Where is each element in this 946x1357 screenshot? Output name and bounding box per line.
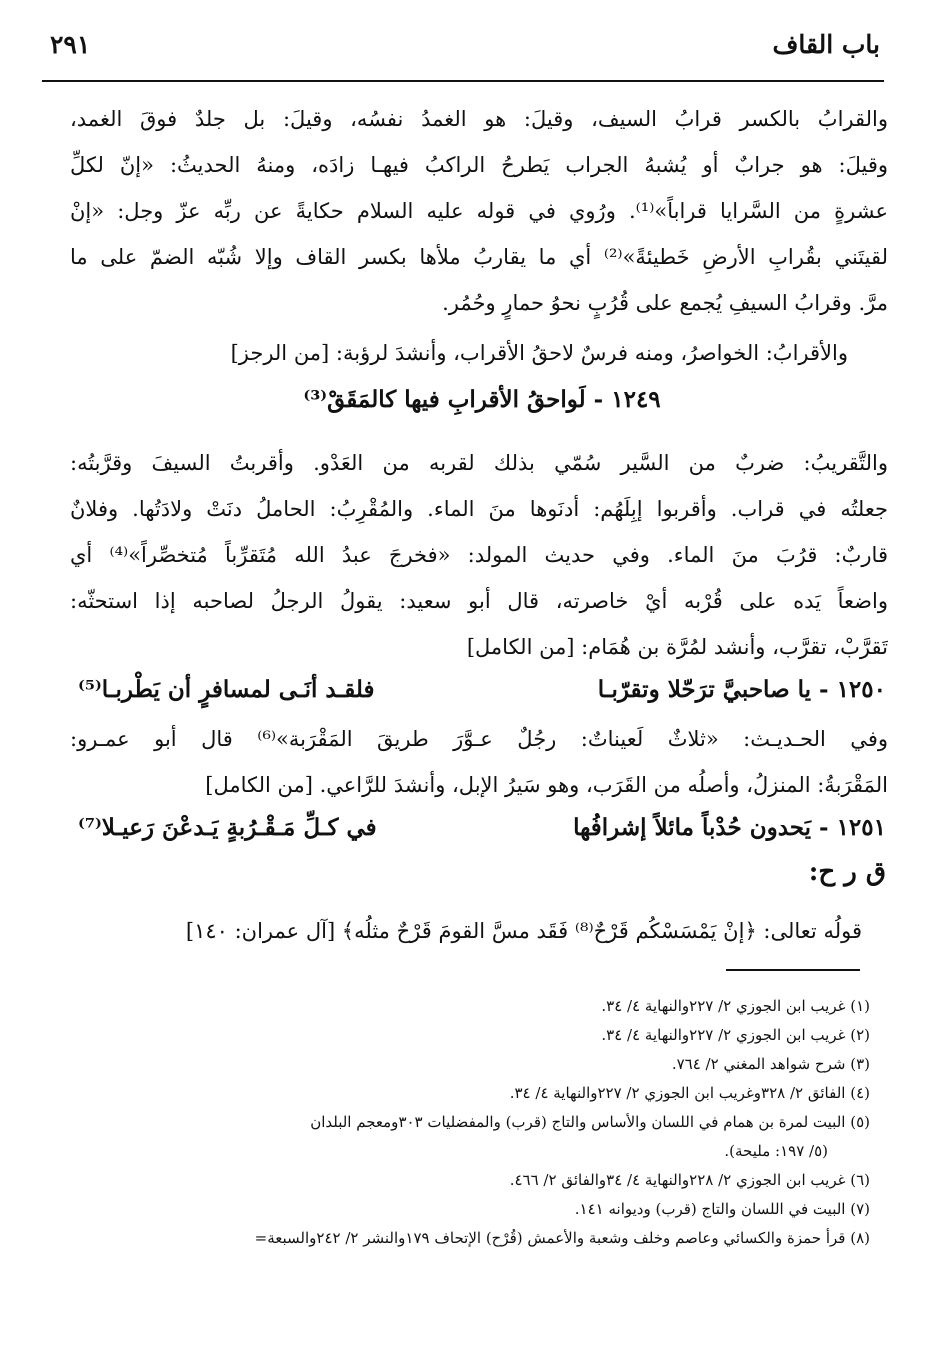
text-line: عشرةٍ من السَّرايا قراباً»⁽¹⁾. ورُوي في قوله عليه السلام حكايةً عن ربِّه عزّ وجل: «إنْ [70, 199, 888, 223]
verse-right-hemistich: ١٢٥١ - يَحدون حُدْباً مائلاً إشرافُها [573, 814, 886, 841]
verse-1251 [78, 806, 886, 850]
text-line: جعلتُه في قراب. وأقربوا إبِلَهُم: أدنَوها منَ الماء. والمُقْرِبُ: الحاملُ دنَتْ ولادَتُها. وفلانٌ [70, 497, 888, 521]
text-line: لقيتَني بقُرابِ الأرضِ خَطيئةً»⁽²⁾ أي ما يقاربُ ملأها بكسر القاف وإلا شُبّه الضمّ على ما [70, 245, 888, 269]
text-line: قاربٌ: قرُبَ منَ الماء. وفي حديث المولد: «فخرجَ عبدُ الله مُتَقرِّباً مُتخصِّراً»⁽⁴⁾ أي [70, 543, 888, 567]
text-line: تَقرَّبْ، تقرَّب، وأنشد لمُرَّة بن هُمَام: [من الكامل] [466, 635, 888, 659]
verse-left-hemistich: في كـلِّ مَـقْـرُبةٍ يَـدعْنَ رَعيـلا⁽⁷⁾ [78, 814, 377, 841]
paragraph-maqraba [70, 716, 888, 808]
verse-right-hemistich: ١٢٥٠ - يا صاحبيَّ ترَحّلا وتقرّبـا [597, 676, 886, 703]
footnote-8: (٨) قرأ حمزة والكسائي وعاصم وخلف وشعبة والأعمش (قُرْح) الإتحاف ١٧٩والنشر ٢/ ٢٤٢والسبعة= [254, 1229, 870, 1247]
text-line: قولُه تعالى: ﴿إنْ يَمْسَسْكُم قَرْحٌ⁽⁸⁾ فَقَد مسَّ القومَ قَرْحٌ مثلُه﴾ [آل عمران: ١٤٠] [185, 919, 862, 943]
footnote-5-continuation: (٥/ ١٩٧: مليحة). [724, 1142, 828, 1160]
footnote-6: (٦) غريب ابن الجوزي ٢/ ٢٢٨والنهاية ٤/ ٣٤والفائق ٢/ ٤٦٦. [509, 1171, 870, 1189]
footnote-4: (٤) الفائق ٢/ ٣٢٨وغريب ابن الجوزي ٢/ ٢٢٧والنهاية ٤/ ٣٤. [509, 1084, 870, 1102]
footnote-5: (٥) البيت لمرة بن همام في اللسان والأساس والتاج (قرب) والمفضليات ٣٠٣ومعجم البلدان [310, 1113, 870, 1131]
text-line: والقرابُ بالكسر قرابُ السيف، وقيلَ: هو الغمدُ نفسُه، وقيلَ: بل جلدٌ فوقَ الغمد، [70, 107, 888, 131]
verse-1250 [78, 668, 886, 712]
footnote-3: (٣) شرح شواهد المغني ٢/ ٧٦٤. [671, 1055, 870, 1073]
paragraph-aqrab [70, 330, 888, 376]
verse-1249: ١٢٤٩ - لَواحقُ الأقرابِ فيها كالمَقَقْ⁽³⁾ [303, 386, 661, 413]
text-line: واضعاً يَده على قُرْبه أيْ خاصرته، قال أبو سعيد: يقولُ الرجلُ لصاحبه إذا استحثّه: [70, 589, 888, 613]
quran-citation [70, 908, 888, 954]
footnotes [70, 992, 870, 1253]
footnote-1: (١) غريب ابن الجوزي ٢/ ٢٢٧والنهاية ٤/ ٣٤. [601, 997, 870, 1015]
verse-left-hemistich: فلقـد أنَـى لمسافرٍ أن يَطْربـا⁽⁵⁾ [78, 676, 375, 703]
header-divider [42, 80, 884, 82]
text-line: والتَّقريبُ: ضربٌ من السَّير سُمّي بذلك لقربه من العَدْو. وأقربتُ السيفَ وقرَّبتُه: [70, 451, 888, 475]
footnote-divider [726, 969, 860, 971]
chapter-title: باب القاف [772, 30, 880, 59]
text-line: وقيلَ: هو جرابٌ أو يُشبهُ الجراب يَطرحُ الراكبُ فيهـا زادَه، ومنهُ الحديثُ: «إنّ لكلِّ [70, 153, 888, 177]
root-heading: ق ر ح: [808, 857, 886, 887]
footnote-7: (٧) البيت في اللسان والتاج (قرب) وديوانه ١٤١. [574, 1200, 870, 1218]
footnote-2: (٢) غريب ابن الجوزي ٢/ ٢٢٧والنهاية ٤/ ٣٤. [601, 1026, 870, 1044]
page-header [50, 30, 880, 70]
text-line: مرَّ. وقرابُ السيفِ يُجمع على قُرُبٍ نحوُ حمارٍ وحُمُر. [442, 291, 888, 315]
text-line: وفي الحـديـث: «ثلاثٌ لَعيناتٌ: رجُلٌ عـوَّرَ طريقَ المَقْرَبة»⁽⁶⁾ قال أبو عمـرو: [70, 727, 888, 751]
paragraph-taqrib [70, 440, 888, 670]
text-line: المَقْرَبةُ: المنزلُ، وأصلُه من القَرَب، وهو سَيرُ الإبل، وأنشدَ للرَّاعي. [من الكامل] [205, 773, 888, 797]
text-line: والأقرابُ: الخواصرُ، ومنه فرسٌ لاحقُ الأقراب، وأنشدَ لرؤبة: [من الرجز] [230, 341, 848, 365]
page-number: ٢٩١ [50, 30, 91, 59]
paragraph-qirab [70, 96, 888, 326]
